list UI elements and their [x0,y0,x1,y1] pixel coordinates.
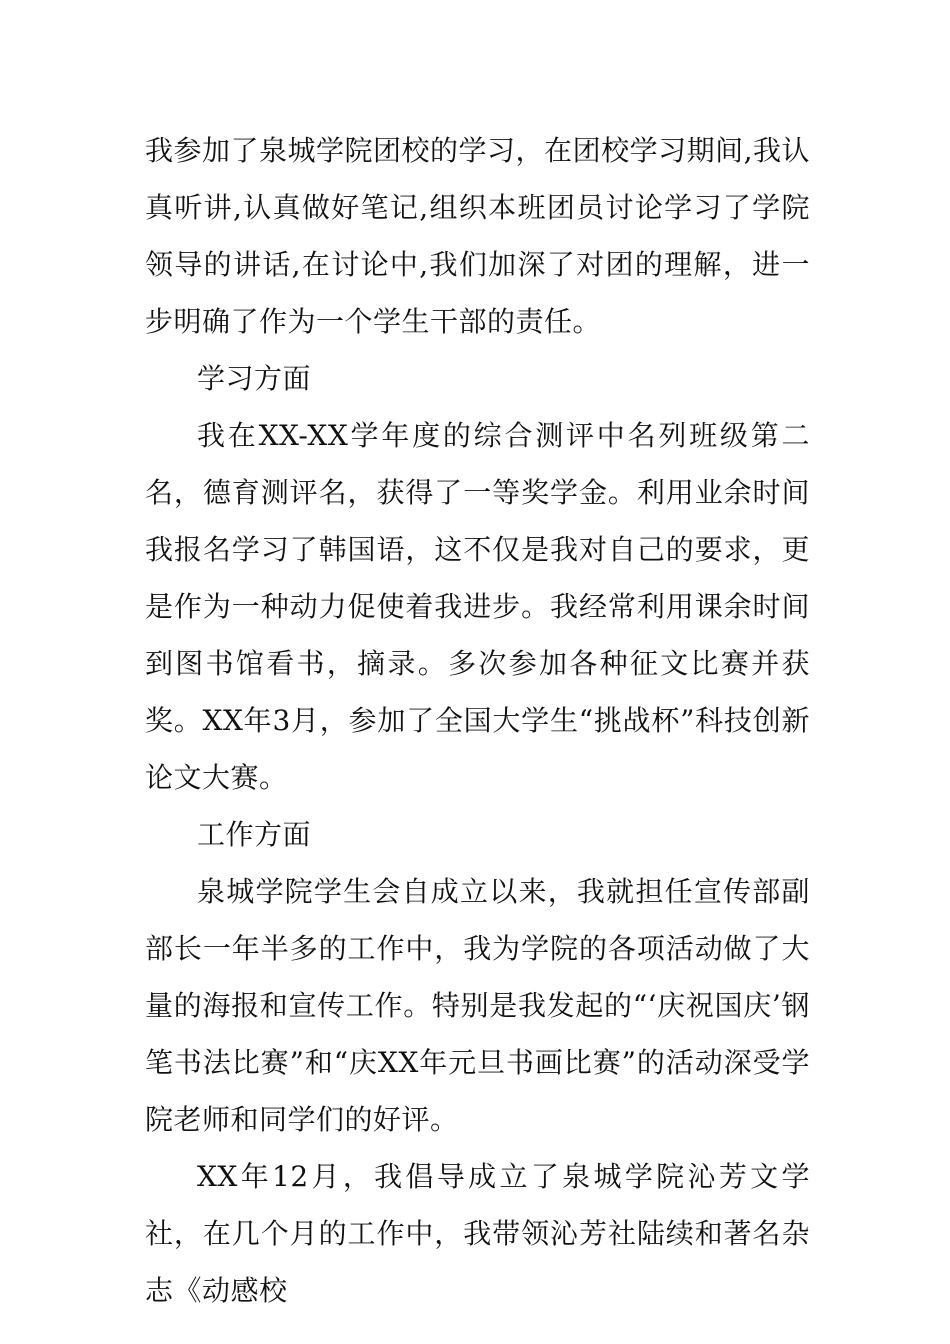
section-heading-work: 工作方面 [197,818,312,851]
paragraph-literary-society: XX年12月，我倡导成立了泉城学院沁芳文学社，在几个月的工作中，我带领沁芳社陆续和著名杂志《动感校 [145,1160,810,1307]
paragraph-study: 我在XX-XX学年度的综合测评中名列班级第二名，德育测评名，获得了一等奖学金。利用业余时间我报名学习了韩国语，这不仅是我对自己的要求，更是作为一种动力促使着我进步。我经常利用课余时间到图书馆看书，摘录。多次参加各种征文比赛并获奖。XX年3月，参加了全国大学生“挑战杯”科技创新论文大赛。 [145,419,810,794]
section-heading-study: 学习方面 [197,362,312,395]
paragraph-student-union: 泉城学院学生会自成立以来，我就担任宣传部副部长一年半多的工作中，我为学院的各项活动做了大量的海报和宣传工作。特别是我发起的“‘庆祝国庆’钢笔书法比赛”和“庆XX年元旦书画比赛”的活动深受学院老师和同学们的好评。 [145,875,810,1136]
document-body [145,122,810,1319]
paragraph-team-school: 我参加了泉城学院团校的学习，在团校学习期间,我认真听讲,认真做好笔记,组织本班团员讨论学习了学院领导的讲话,在讨论中,我们加深了对团的理解，进一步明确了作为一个学生干部的责任。 [145,134,810,338]
